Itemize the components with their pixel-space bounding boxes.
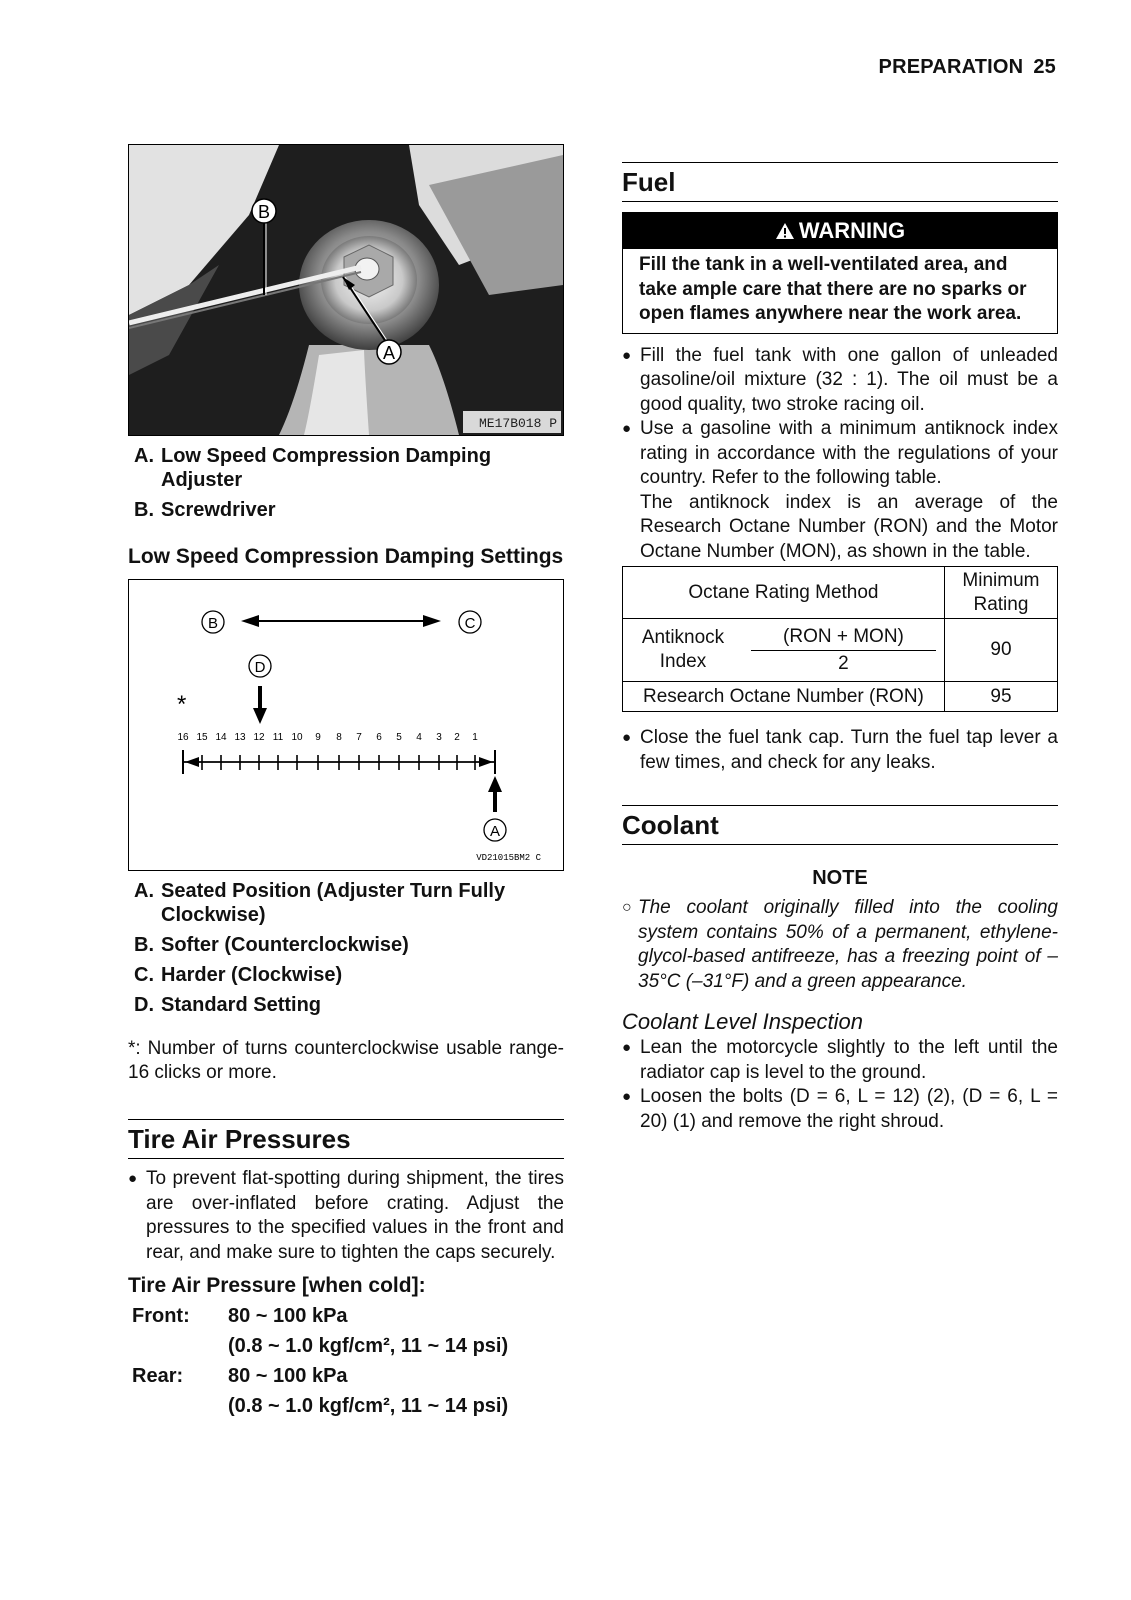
diagram-label-c: C	[464, 615, 476, 632]
antiknock-label-1: Antiknock	[641, 627, 725, 648]
formula-numerator: (RON + MON)	[751, 624, 936, 651]
front-alt: (0.8 ~ 1.0 kgf/cm², 11 ~ 14 psi)	[228, 1335, 509, 1357]
diagram-label-b: B	[207, 615, 219, 632]
ron-value: 95	[944, 682, 1057, 712]
scale-number: 1	[472, 732, 478, 743]
warning-icon	[775, 213, 795, 249]
fuel-section-title: Fuel	[622, 162, 1058, 202]
left-column	[128, 144, 564, 1421]
caption-text: Standard Setting	[161, 994, 322, 1016]
caption-text: Low Speed Compression Damping Adjuster	[161, 445, 492, 491]
scale-number: 14	[215, 732, 227, 743]
scale-number: 3	[436, 732, 442, 743]
scale-number: 4	[416, 732, 422, 743]
pressure-row-front	[128, 1301, 564, 1331]
page-header	[879, 56, 1056, 79]
warning-text: Fill the tank in a well-ventilated area, and take ample care that there are no sparks or open flames anywhere near the work area.	[639, 254, 1027, 324]
pressure-title: Tire Air Pressure [when cold]:	[128, 1274, 426, 1297]
scale-number: 16	[177, 732, 189, 743]
scale-number: 5	[396, 732, 402, 743]
caption-letter: B.	[134, 934, 154, 956]
coolant-note-text: The coolant originally filled into the cooling system contains 50% of a permanent, ethylene-glycol-based antifreeze, has a freezing point of –35°C (–31°F) and a green appearance.	[638, 897, 1058, 992]
caption-letter: A.	[134, 880, 154, 902]
photo-label-b: B	[257, 202, 271, 222]
tire-bullet: ● To prevent flat-spotting during shipment, the tires are over-inflated before crating. Adjust the pressures to the specified values in the front and rear, and make sure to tighten the caps securely.	[128, 1167, 564, 1265]
scale-number: 7	[356, 732, 362, 743]
scale-number: 15	[196, 732, 208, 743]
tire-bullet-list	[128, 1167, 564, 1265]
caption-letter: A.	[134, 445, 154, 467]
ron-label: Research Octane Number (RON)	[623, 682, 945, 712]
rear-alt: (0.8 ~ 1.0 kgf/cm², 11 ~ 14 psi)	[228, 1395, 509, 1417]
coolant-section-title: Coolant	[622, 805, 1058, 845]
warning-label: WARNING	[798, 218, 906, 243]
caption-text: Screwdriver	[161, 499, 276, 521]
scale-number: 8	[336, 732, 342, 743]
warning-box	[622, 212, 1058, 334]
coolant-note	[622, 896, 1058, 994]
diagram-caption-b	[128, 933, 564, 957]
pressure-row-front-alt	[128, 1331, 564, 1361]
antiknock-paragraph: The antiknock index is an average of the Research Octane Number (RON) and the Motor Octane Number (MON), as shown in the table.	[640, 491, 1058, 562]
pressure-row-rear	[128, 1361, 564, 1391]
range-note: *: Number of turns counterclockwise usable range-16 clicks or more.	[128, 1038, 564, 1083]
antiknock-cell	[623, 619, 945, 682]
scale-number: 10	[291, 732, 303, 743]
adjuster-photo	[128, 144, 564, 436]
section-name: PREPARATION	[878, 56, 1024, 78]
rear-kpa: 80 ~ 100 kPa	[228, 1365, 348, 1387]
diagram-caption-a	[128, 879, 564, 927]
photo-label-a: A	[382, 343, 396, 363]
front-kpa: 80 ~ 100 kPa	[228, 1305, 348, 1327]
warning-header	[623, 213, 1057, 249]
damping-diagram-graphic	[129, 580, 563, 870]
diagram-label-d: D	[254, 659, 266, 676]
inspection-title: Coolant Level Inspection	[622, 1009, 863, 1034]
tire-section-title: Tire Air Pressures	[128, 1119, 564, 1159]
antiknock-value: 90	[944, 619, 1057, 682]
photo-caption-a	[128, 444, 564, 492]
formula-denominator: 2	[838, 652, 849, 674]
pressure-table	[128, 1301, 564, 1421]
diagram-caption-d	[128, 993, 564, 1017]
page-number: 25	[1033, 56, 1056, 78]
photo-caption-b	[128, 498, 564, 522]
caption-text: Harder (Clockwise)	[161, 964, 343, 986]
photo-code: ME17B018 P	[478, 416, 557, 431]
coolant-bullet: ● Lean the motorcycle slightly to the left until the radiator cap is level to the ground.	[622, 1036, 1058, 1085]
coolant-bullet: ● Loosen the bolts (D = 6, L = 12) (2), (D = 6, L = 20) (1) and remove the right shroud.	[622, 1085, 1058, 1134]
right-column	[622, 162, 1058, 1134]
diagram-code: VD21015BM2 C	[476, 853, 541, 863]
diagram-star: *	[177, 691, 187, 718]
photo-caption-list	[128, 444, 564, 522]
close-bullet-list	[622, 726, 1058, 775]
octane-table	[622, 566, 1058, 712]
front-label: Front:	[132, 1305, 190, 1327]
antiknock-label-2: Index	[659, 651, 707, 672]
scale-number: 13	[234, 732, 246, 743]
caption-text: Seated Position (Adjuster Turn Fully Clockwise)	[161, 880, 506, 926]
scale-numbers	[177, 732, 478, 743]
scale-number: 2	[454, 732, 460, 743]
diagram-caption-c	[128, 963, 564, 987]
damping-diagram	[128, 579, 564, 871]
fuel-bullet: ● Use a gasoline with a minimum antiknock index rating in accordance with the regulations of your country. Refer to the following table.	[622, 417, 1058, 491]
scale-number: 12	[253, 732, 265, 743]
fuel-bullet: ● Fill the fuel tank with one gallon of unleaded gasoline/oil mixture (32 : 1). The oil must be a good quality, two stroke racing oil.	[622, 344, 1058, 418]
header-min-rating: Minimum Rating	[944, 567, 1057, 619]
caption-letter: B.	[134, 499, 154, 521]
adjuster-photo-graphic	[129, 145, 563, 435]
scale-number: 6	[376, 732, 382, 743]
coolant-bullet-list	[622, 1036, 1058, 1134]
caption-letter: D.	[134, 994, 154, 1016]
scale-number: 9	[315, 732, 321, 743]
caption-letter: C.	[134, 964, 154, 986]
close-cap-bullet: ● Close the fuel tank cap. Turn the fuel tap lever a few times, and check for any leaks.	[622, 726, 1058, 775]
fuel-bullet-list	[622, 344, 1058, 491]
caption-text: Softer (Counterclockwise)	[161, 934, 409, 956]
diagram-label-a: A	[489, 823, 501, 840]
open-circle-icon: ○	[622, 899, 632, 916]
rear-label: Rear:	[132, 1365, 184, 1387]
header-method: Octane Rating Method	[623, 567, 945, 619]
diagram-caption-list	[128, 879, 564, 1017]
note-title: NOTE	[812, 867, 868, 889]
settings-title: Low Speed Compression Damping Settings	[128, 545, 564, 568]
pressure-row-rear-alt	[128, 1391, 564, 1421]
scale-number: 11	[272, 732, 284, 743]
